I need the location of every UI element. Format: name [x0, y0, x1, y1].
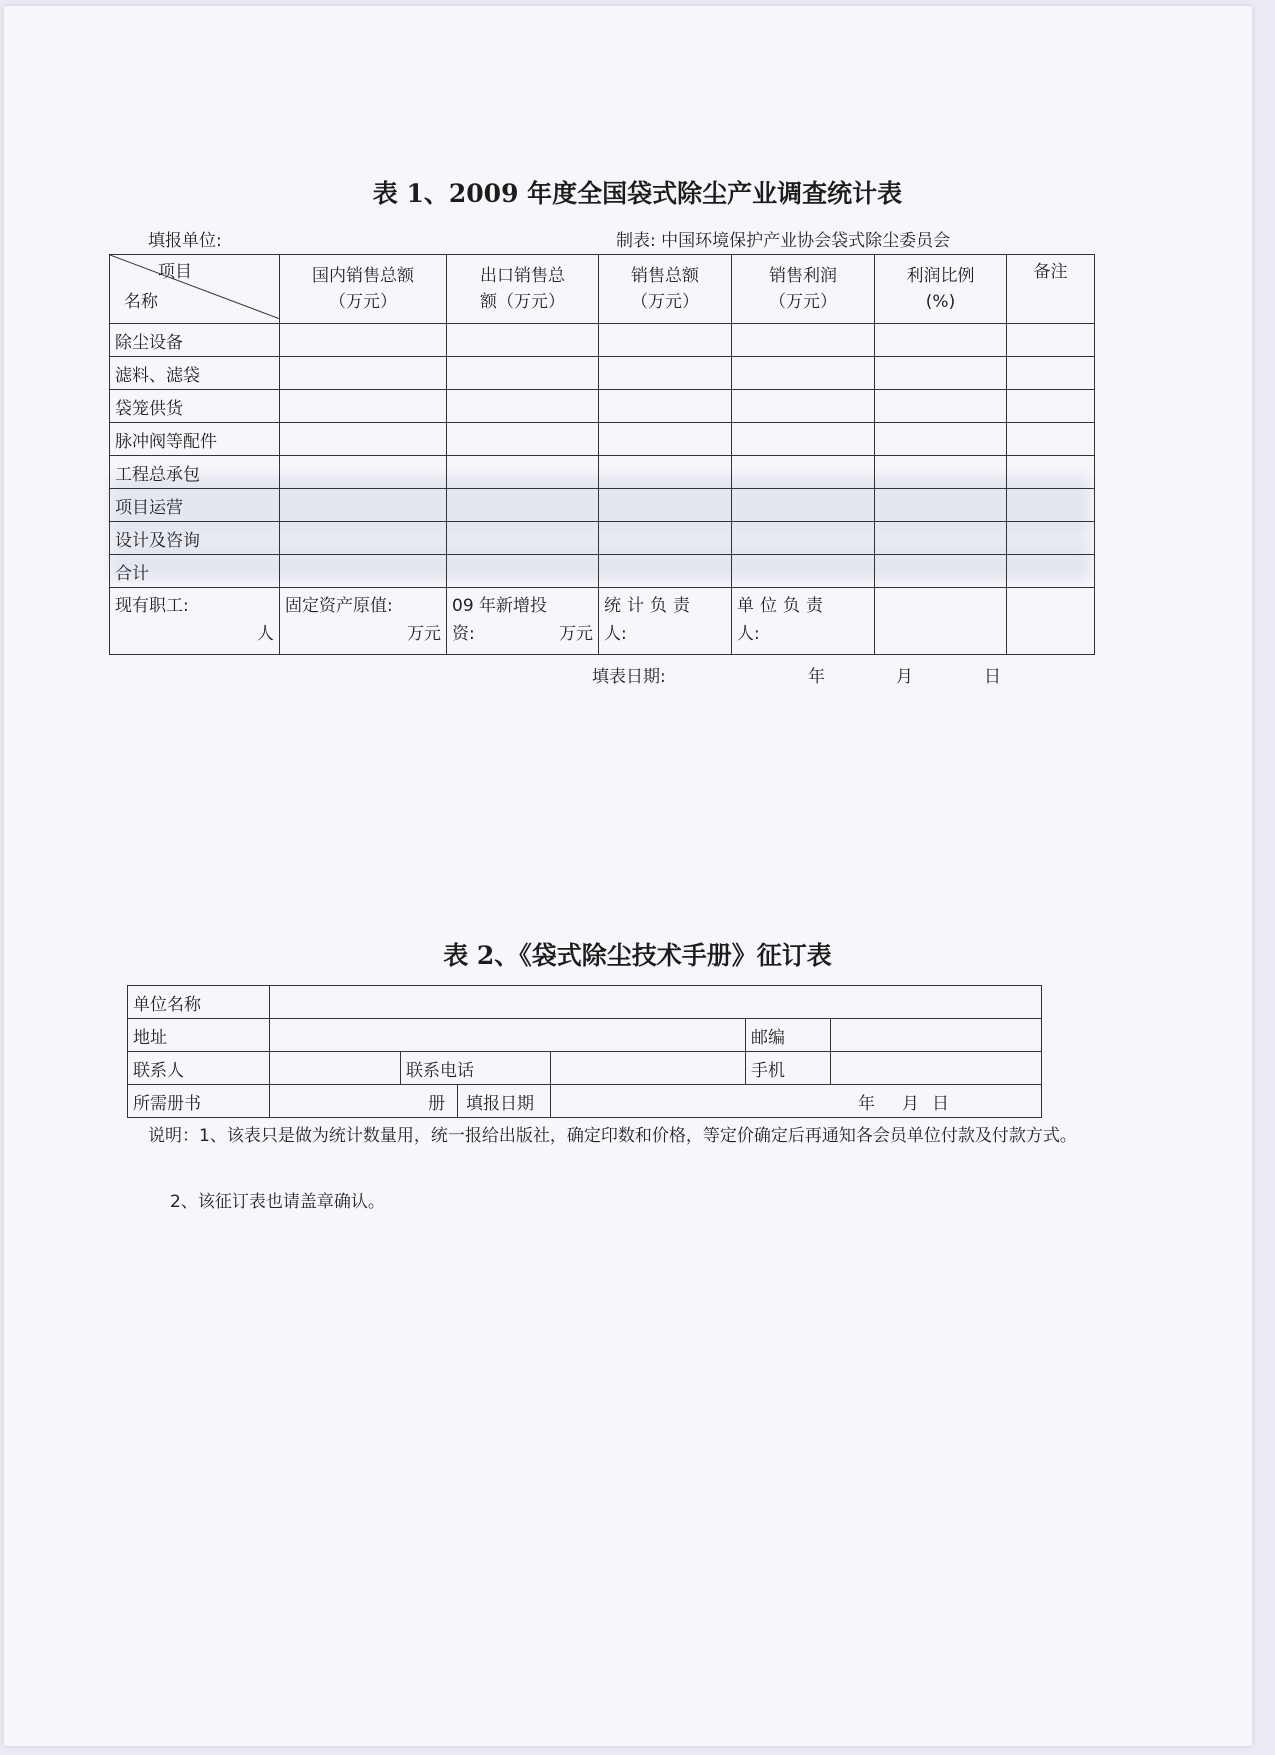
cell[interactable] — [280, 324, 447, 357]
cell[interactable] — [1007, 357, 1095, 390]
fill-date-label-2: 填报日期 — [457, 1085, 534, 1117]
table-row — [110, 324, 1095, 357]
cell[interactable] — [280, 357, 447, 390]
phone-field[interactable] — [551, 1052, 746, 1085]
table2-title: 表 2、《袋式除尘技术手册》征订表 — [443, 941, 832, 970]
date-day: 日 — [984, 667, 1001, 687]
invest-cell[interactable] — [447, 588, 599, 655]
phone-label: 联系电话 — [401, 1052, 551, 1085]
staff-row — [110, 588, 1095, 655]
row-label: 脉冲阀等配件 — [110, 423, 280, 456]
row-label: 工程总承包 — [110, 456, 280, 489]
cell[interactable] — [732, 522, 875, 555]
table-row — [110, 522, 1095, 555]
cell[interactable] — [1007, 423, 1095, 456]
cell[interactable] — [1007, 588, 1095, 655]
table-row — [110, 555, 1095, 588]
stat-label-2: 人: — [604, 624, 627, 644]
unit-label-2: 人: — [737, 624, 760, 644]
cell[interactable] — [447, 423, 599, 456]
diag-label-name: 名称 — [124, 292, 158, 312]
cell[interactable] — [280, 555, 447, 588]
cell[interactable] — [599, 423, 732, 456]
row-label: 袋笼供货 — [110, 390, 280, 423]
order-day: 日 — [932, 1093, 949, 1114]
fill-date-label: 填表日期: — [592, 667, 666, 687]
cell[interactable] — [732, 423, 875, 456]
stat-person-cell[interactable] — [599, 588, 732, 655]
contact-label: 联系人 — [128, 1052, 270, 1085]
staff-unit: 人 — [257, 624, 274, 644]
cell[interactable] — [599, 456, 732, 489]
cell[interactable] — [1007, 456, 1095, 489]
cell[interactable] — [875, 522, 1007, 555]
contact-field[interactable] — [270, 1052, 401, 1085]
col-header-total: 销售总额 （万元） — [599, 255, 732, 324]
postcode-field[interactable] — [831, 1019, 1042, 1052]
cell[interactable] — [732, 357, 875, 390]
unit-name-label: 单位名称 — [128, 986, 270, 1019]
cell[interactable] — [875, 423, 1007, 456]
cell[interactable] — [280, 423, 447, 456]
table-row — [128, 1019, 1042, 1052]
cell[interactable] — [875, 357, 1007, 390]
assets-label: 固定资产原值: — [285, 596, 393, 616]
cell[interactable] — [875, 489, 1007, 522]
cell[interactable] — [280, 456, 447, 489]
table-row — [128, 1052, 1042, 1085]
diag-label-item: 项目 — [158, 262, 192, 282]
fill-unit-label: 填报单位: — [148, 231, 222, 251]
cell[interactable] — [732, 489, 875, 522]
date-month: 月 — [896, 667, 913, 687]
table-row — [110, 489, 1095, 522]
row-label: 除尘设备 — [110, 324, 280, 357]
cell[interactable] — [447, 555, 599, 588]
row-label: 项目运营 — [110, 489, 280, 522]
mobile-label: 手机 — [746, 1052, 831, 1085]
row-label: 设计及咨询 — [110, 522, 280, 555]
table-row — [128, 986, 1042, 1019]
maker-label: 制表: 中国环境保护产业协会袋式除尘委员会 — [616, 231, 951, 251]
assets-unit: 万元 — [407, 624, 441, 644]
cell[interactable] — [447, 489, 599, 522]
cell[interactable] — [732, 390, 875, 423]
books-label: 所需册书 — [128, 1085, 270, 1118]
col-header-ratio: 利润比例 (%) — [875, 255, 1007, 324]
table-row — [128, 1085, 1042, 1118]
stat-label: 统计负责 — [604, 596, 696, 616]
col-header-profit: 销售利润 （万元） — [732, 255, 875, 324]
table1-title: 表 1、2009 年度全国袋式除尘产业调查统计表 — [372, 179, 903, 208]
note-2: 2、该征订表也请盖章确认。 — [170, 1192, 385, 1212]
cell[interactable] — [1007, 555, 1095, 588]
order-date-field[interactable] — [551, 1085, 1042, 1118]
cell[interactable] — [875, 555, 1007, 588]
cell[interactable] — [1007, 324, 1095, 357]
cell[interactable] — [1007, 489, 1095, 522]
invest-unit: 万元 — [559, 624, 593, 644]
cell[interactable] — [447, 324, 599, 357]
date-year: 年 — [808, 667, 825, 687]
cell[interactable] — [599, 555, 732, 588]
table-row — [110, 390, 1095, 423]
fill-date-line — [592, 662, 1012, 687]
table-row — [110, 456, 1095, 489]
address-label: 地址 — [128, 1019, 270, 1052]
cell[interactable] — [447, 522, 599, 555]
invest-label-2: 资: — [452, 624, 475, 644]
unit-name-field[interactable] — [270, 986, 1042, 1019]
staff-label: 现有职工: — [115, 596, 189, 616]
survey-table — [109, 254, 1095, 655]
cell[interactable] — [732, 555, 875, 588]
cell[interactable] — [1007, 390, 1095, 423]
order-year: 年 — [858, 1093, 875, 1114]
cell[interactable] — [447, 456, 599, 489]
cell[interactable] — [447, 357, 599, 390]
assets-cell[interactable] — [280, 588, 447, 655]
col-header-remark: 备注 — [1007, 255, 1095, 324]
unit-label: 单位负责 — [737, 596, 829, 616]
cell[interactable] — [599, 357, 732, 390]
cell[interactable] — [1007, 522, 1095, 555]
postcode-label: 邮编 — [746, 1019, 831, 1052]
cell[interactable] — [599, 522, 732, 555]
cell[interactable] — [280, 522, 447, 555]
cell[interactable] — [875, 588, 1007, 655]
cell[interactable] — [599, 489, 732, 522]
table-header-row — [110, 255, 1095, 324]
cell[interactable] — [732, 456, 875, 489]
unit-person-cell[interactable] — [732, 588, 875, 655]
cell[interactable] — [280, 390, 447, 423]
row-label: 滤料、滤袋 — [110, 357, 280, 390]
staff-cell[interactable] — [110, 588, 280, 655]
books-unit: 册 — [428, 1093, 445, 1114]
diagonal-header-cell — [110, 255, 280, 324]
note-1: 说明：1、该表只是做为统计数量用，统一报给出版社，确定印数和价格，等定价确定后再通知各会员单位付款及付款方式。 — [148, 1126, 1077, 1146]
cell[interactable] — [599, 390, 732, 423]
address-field[interactable] — [270, 1019, 746, 1052]
order-month: 月 — [902, 1093, 919, 1114]
table-row — [110, 357, 1095, 390]
books-field[interactable] — [270, 1085, 551, 1118]
row-label: 合计 — [110, 555, 280, 588]
col-header-domestic: 国内销售总额 （万元） — [280, 255, 447, 324]
cell[interactable] — [875, 324, 1007, 357]
invest-label: 09 年新增投 — [452, 596, 548, 616]
cell[interactable] — [875, 456, 1007, 489]
col-header-export: 出口销售总 额（万元） — [447, 255, 599, 324]
cell[interactable] — [732, 324, 875, 357]
mobile-field[interactable] — [831, 1052, 1042, 1085]
table-row — [110, 423, 1095, 456]
cell[interactable] — [875, 390, 1007, 423]
cell[interactable] — [599, 324, 732, 357]
cell[interactable] — [280, 489, 447, 522]
cell[interactable] — [447, 390, 599, 423]
order-table — [127, 985, 1042, 1118]
